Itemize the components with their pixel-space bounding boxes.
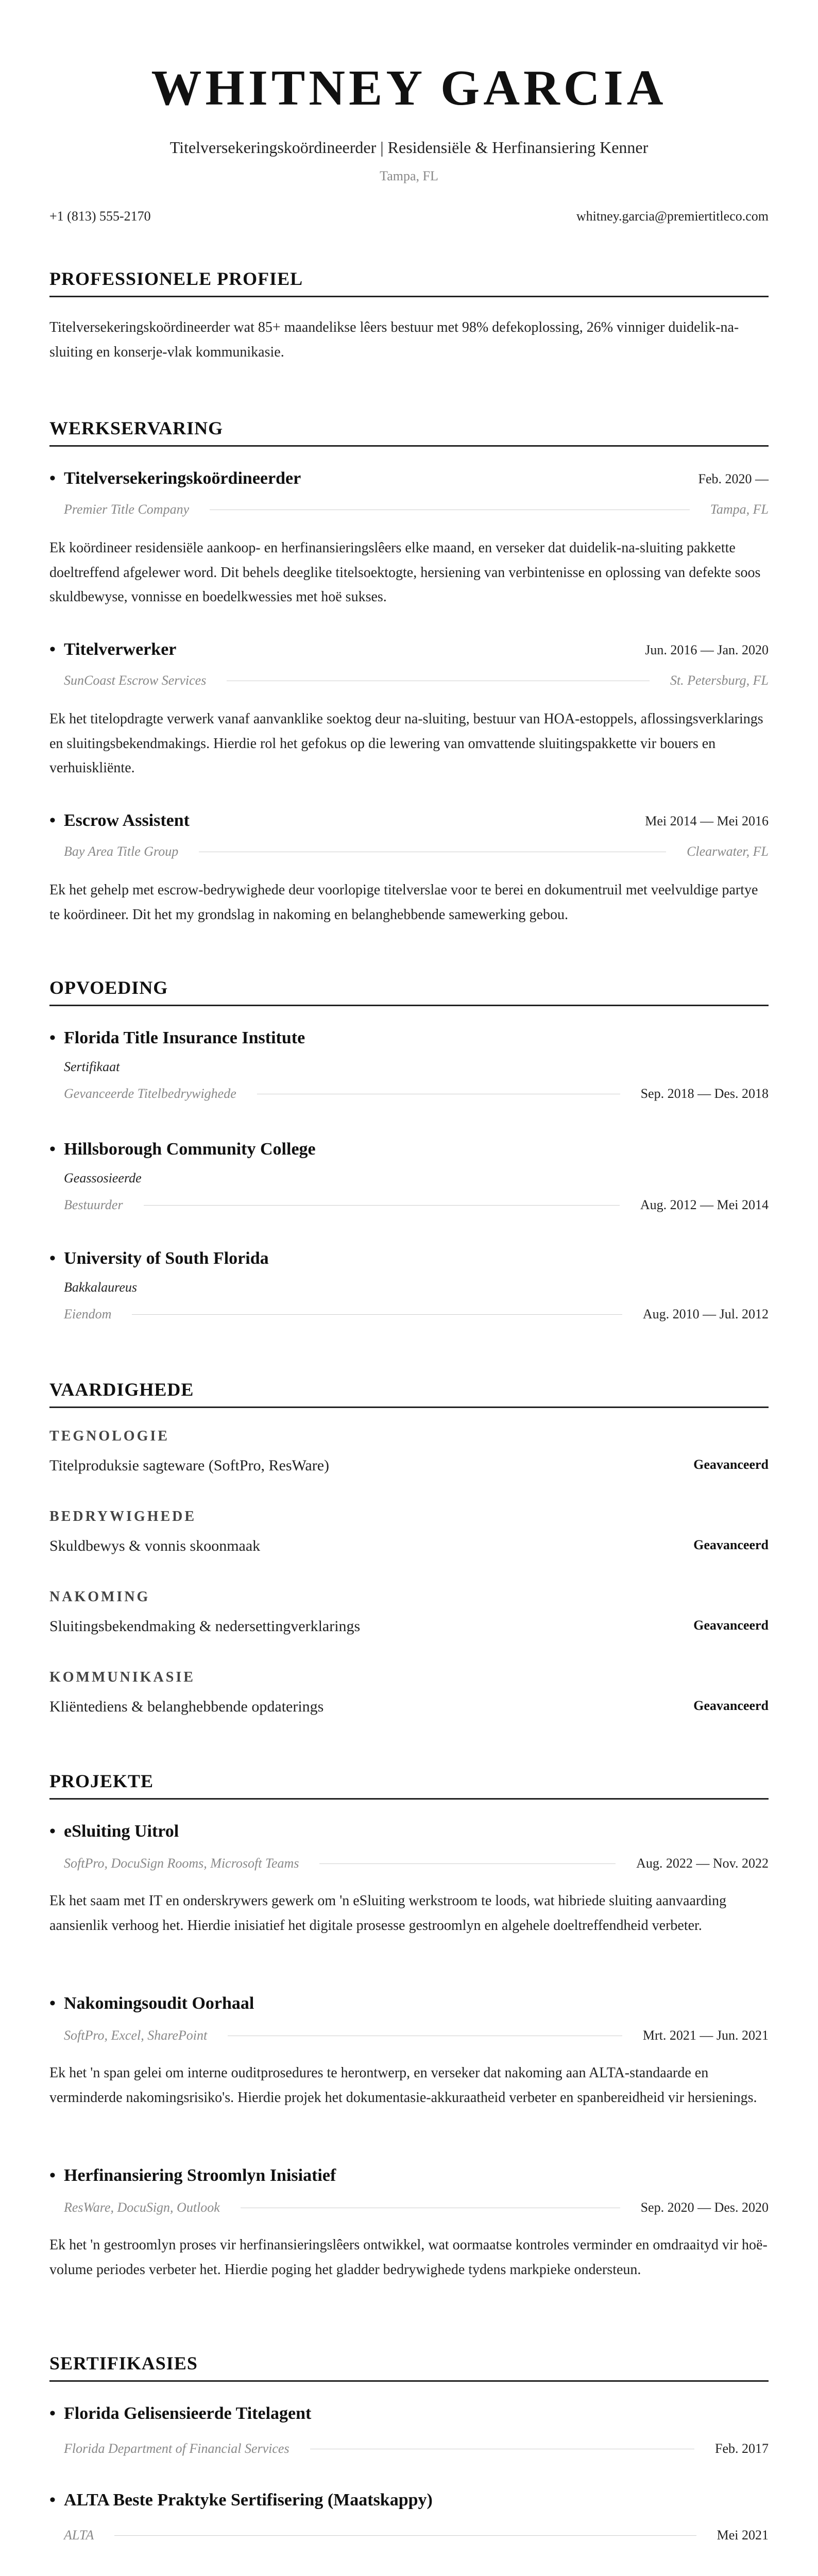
experience-item-company: Premier Title Company	[64, 502, 190, 517]
certification-item-meta	[64, 2527, 769, 2544]
skill-category: TEGNOLOGIE	[49, 1428, 169, 1444]
bullet-icon: •	[49, 2404, 56, 2423]
education-item-meta	[64, 1306, 769, 1323]
project-item-name: • Nakomingsoudit Oorhaal	[49, 1994, 254, 2013]
experience-item-meta	[64, 501, 769, 518]
experience-item-dates: Feb. 2020 —	[698, 471, 769, 486]
section-title-certifications: SERTIFIKASIES	[49, 2352, 769, 2382]
skill-category: BEDRYWIGHEDE	[49, 1509, 197, 1524]
certification-item-issuer: ALTA	[64, 2528, 94, 2543]
phone-number[interactable]: +1 (813) 555-2170	[49, 209, 151, 224]
project-item-dates: Aug. 2022 — Nov. 2022	[636, 1856, 769, 1871]
bullet-icon: •	[49, 469, 56, 488]
education-item-dates: Aug. 2010 — Jul. 2012	[642, 1307, 769, 1321]
education-item-field: Bestuurder	[64, 1197, 123, 1212]
education-item-dates: Aug. 2012 — Mei 2014	[640, 1197, 769, 1212]
section-title-skills: VAARDIGHEDE	[49, 1379, 769, 1408]
bullet-icon: •	[49, 2166, 56, 2185]
project-item-meta	[64, 1855, 769, 1872]
bullet-icon: •	[49, 2490, 56, 2510]
certification-item-date: Feb. 2017	[715, 2441, 769, 2456]
project-item-dates: Sep. 2020 — Des. 2020	[640, 2200, 769, 2215]
skill-row	[49, 1457, 769, 1475]
skill-level: Geavanceerd	[693, 1698, 769, 1713]
experience-item-location: Clearwater, FL	[687, 844, 769, 859]
divider	[210, 509, 690, 510]
project-item-meta	[64, 2199, 769, 2216]
skill-category: NAKOMING	[49, 1589, 150, 1605]
divider	[144, 1205, 620, 1206]
certification-item-date: Mei 2021	[717, 2528, 769, 2543]
candidate-subtitle: Titelversekeringskoördineerder | Residensiële & Herfinansiering Kenner	[169, 138, 649, 157]
bullet-icon: •	[49, 811, 56, 830]
skill-row	[49, 1618, 769, 1635]
section-title-profile: PROFESSIONELE PROFIEL	[49, 268, 769, 297]
experience-item-description: Ek koördineer residensiële aankoop- en herfinansieringslêers elke maand, en verseker dat duidelik-na-sluiting pakkette doeltreffend afgelewer word. Dit behels deeglike titelsoektogte, hersiening van verbintenisse en oplossing van defekte soos skuldbewyse, vonnisse en boedelkwessies met hoë sukses.	[49, 540, 761, 605]
education-item-school: • University of South Florida	[49, 1249, 269, 1268]
project-item-meta	[64, 2027, 769, 2044]
divider	[319, 1863, 616, 1864]
skill-name: Sluitingsbekendmaking & nedersettingverklarings	[49, 1618, 361, 1635]
skill-name: Titelproduksie sagteware (SoftPro, ResWare)	[49, 1457, 330, 1474]
experience-item-description: Ek het gehelp met escrow-bedrywighede deur voorlopige titelverslae voor te berei en dokumentruil met veelvuldige partye te koördineer. Dit het my grondslag in nakoming en belanghebbende samewerking gebou.	[49, 882, 758, 923]
skill-level: Geavanceerd	[693, 1618, 769, 1633]
section-title-projects: PROJEKTE	[49, 1770, 769, 1800]
certification-item-name: • Florida Gelisensieerde Titelagent	[49, 2404, 312, 2423]
skill-row	[49, 1537, 769, 1555]
experience-item-description: Ek het titelopdragte verwerk vanaf aanvanklike soektog deur na-sluiting, bestuur van HOA-estoppels, aflossingsverklarings en sluitingsbekendmakings. Hierdie rol het gefokus op die lewering van omvattende sluitingspakkette vir bouers en verhuiskliënte.	[49, 711, 763, 776]
experience-item-role: • Titelversekeringskoördineerder	[49, 469, 301, 488]
divider	[132, 1314, 622, 1315]
education-item-degree: Sertifikaat	[64, 1059, 120, 1074]
bullet-icon: •	[49, 640, 56, 659]
bullet-icon: •	[49, 1028, 56, 1047]
skill-row	[49, 1698, 769, 1716]
project-item-tools: ResWare, DocuSign, Outlook	[64, 2200, 220, 2215]
education-item-degree: Geassosieerde	[64, 1171, 142, 1185]
project-item-name: • Herfinansiering Stroomlyn Inisiatief	[49, 2166, 336, 2185]
skill-name: Skuldbewys & vonnis skoonmaak	[49, 1537, 261, 1554]
profile-text: Titelversekeringskoördineerder wat 85+ maandelikse lêers bestuur met 98% defekoplossing, 26% vinniger duidelik-na-sluiting en konserje-vlak kommunikasie.	[49, 319, 739, 360]
bullet-icon: •	[49, 1822, 56, 1841]
skill-name: Kliëntediens & belanghebbende opdaterings	[49, 1698, 324, 1715]
experience-item-company: Bay Area Title Group	[64, 844, 179, 859]
project-item-description: Ek het 'n gestroomlyn proses vir herfinansieringslêers ontwikkel, wat oormaatse kontroles verminder en omdraaityd vir hoë-volume periodes verbeter het. Hierdie poging het gladder bedrywighede tydens markpieke ondersteun.	[49, 2237, 768, 2278]
experience-item-dates: Jun. 2016 — Jan. 2020	[645, 642, 769, 657]
skill-level: Geavanceerd	[693, 1537, 769, 1552]
skill-category: KOMMUNIKASIE	[49, 1669, 195, 1685]
divider	[241, 2207, 620, 2208]
email-address[interactable]: whitney.garcia@premiertitleco.com	[576, 209, 769, 224]
bullet-icon: •	[49, 1140, 56, 1159]
divider	[228, 2035, 622, 2036]
education-item-dates: Sep. 2018 — Des. 2018	[640, 1086, 769, 1101]
education-item-field: Gevanceerde Titelbedrywighede	[64, 1086, 236, 1101]
certification-item-meta	[64, 2440, 769, 2458]
experience-item-company: SunCoast Escrow Services	[64, 673, 207, 688]
experience-item-location: St. Petersburg, FL	[670, 673, 769, 688]
contact-row	[49, 209, 769, 224]
project-item-description: Ek het 'n span gelei om interne ouditprosedures te herontwerp, en verseker dat nakoming aan ALTA-standaarde en verminderde nakomingsrisiko's. Hierdie projek het dokumentasie-akkuraatheid verbeter en spanbereidheid vir hersienings.	[49, 2065, 757, 2106]
education-item-school: • Florida Title Insurance Institute	[49, 1028, 305, 1047]
experience-item-meta	[64, 843, 769, 860]
section-title-education: OPVOEDING	[49, 977, 769, 1006]
divider	[227, 680, 650, 681]
project-item-tools: SoftPro, Excel, SharePoint	[64, 2028, 208, 2043]
experience-item-dates: Mei 2014 — Mei 2016	[645, 814, 769, 828]
candidate-location: Tampa, FL	[380, 168, 438, 183]
project-item-description: Ek het saam met IT en onderskrywers gewerk om 'n eSluiting werkstroom te loods, wat hibriede sluiting aanvaarding aansienlik verhoog het. Hierdie inisiatief het digitale prosesse gestroomlyn en algehele doeltreffendheid verbeter.	[49, 1893, 726, 1934]
experience-item-meta	[64, 672, 769, 689]
divider	[199, 851, 666, 852]
certification-item-name: • ALTA Beste Praktyke Sertifisering (Maatskappy)	[49, 2490, 433, 2510]
candidate-name: WHITNEY GARCIA	[151, 60, 667, 116]
education-item-degree: Bakkalaureus	[64, 1280, 137, 1295]
divider	[114, 2535, 696, 2536]
education-item-field: Eiendom	[64, 1307, 112, 1321]
bullet-icon: •	[49, 1994, 56, 2013]
experience-item-role: • Titelverwerker	[49, 640, 177, 659]
project-item-tools: SoftPro, DocuSign Rooms, Microsoft Teams	[64, 1856, 299, 1871]
experience-item-role: • Escrow Assistent	[49, 811, 190, 830]
project-item-name: • eSluiting Uitrol	[49, 1822, 179, 1841]
project-item-dates: Mrt. 2021 — Jun. 2021	[642, 2028, 769, 2043]
certification-item-issuer: Florida Department of Financial Services	[64, 2441, 289, 2456]
experience-item-location: Tampa, FL	[710, 502, 769, 517]
skill-level: Geavanceerd	[693, 1457, 769, 1472]
divider	[257, 1093, 620, 1094]
education-item-meta	[64, 1085, 769, 1103]
education-item-school: • Hillsborough Community College	[49, 1140, 316, 1159]
divider	[310, 2448, 694, 2449]
education-item-meta	[64, 1196, 769, 1214]
bullet-icon: •	[49, 1249, 56, 1268]
section-title-experience: WERKSERVARING	[49, 417, 769, 447]
